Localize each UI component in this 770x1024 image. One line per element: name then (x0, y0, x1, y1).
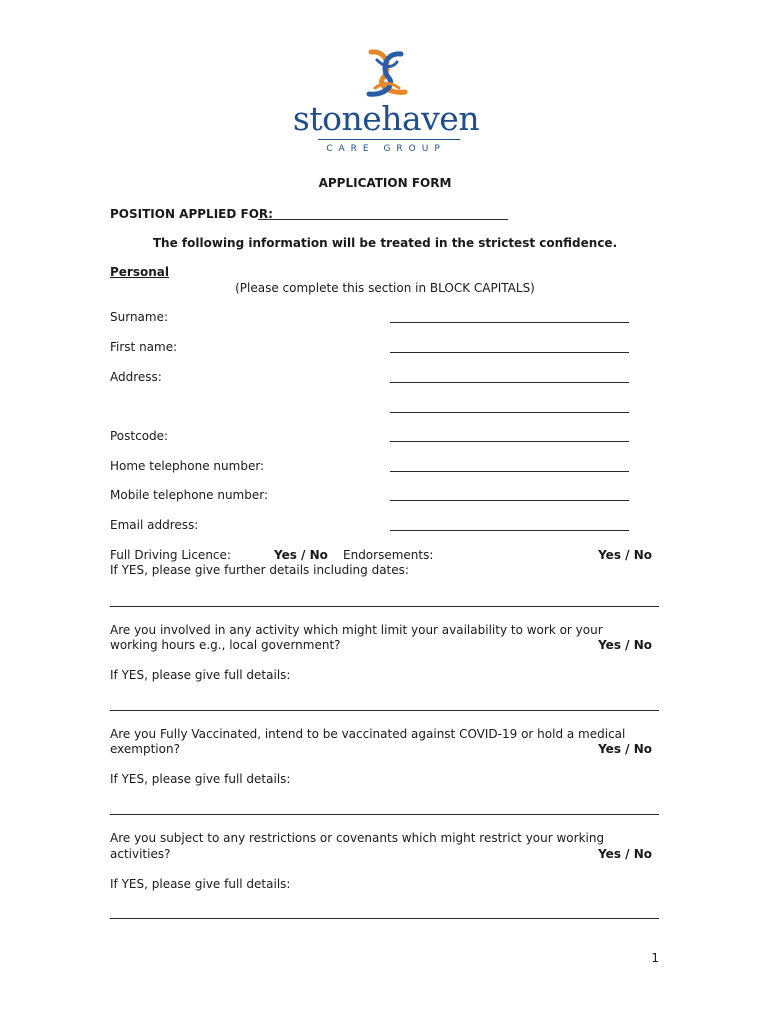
logo-tagline: CARE GROUP (326, 144, 446, 154)
driving-licence-label: Full Driving Licence: (110, 548, 231, 562)
surname-input-line[interactable] (390, 322, 629, 323)
restrictions-yes-no[interactable]: Yes / No (598, 847, 652, 861)
driving-licence-yes-no[interactable]: Yes / No (274, 548, 328, 562)
position-input-line[interactable] (258, 219, 508, 220)
vaccination-yes-no[interactable]: Yes / No (598, 742, 652, 756)
restrictions-details-prompt: If YES, please give full details: (110, 877, 291, 891)
home-phone-input-line[interactable] (390, 471, 629, 472)
availability-question-line1: Are you involved in any activity which might limit your availability to work or your (110, 623, 603, 637)
availability-details-input-line[interactable] (110, 710, 659, 711)
logo-wordmark: stonehaven (292, 99, 480, 138)
vaccination-question-line2: exemption? (110, 742, 180, 756)
email-input-line[interactable] (390, 530, 629, 531)
mobile-phone-label: Mobile telephone number: (110, 488, 269, 502)
restrictions-details-input-line[interactable] (110, 918, 659, 919)
endorsements-label: Endorsements: (343, 548, 434, 562)
vaccination-details-prompt: If YES, please give full details: (110, 772, 291, 786)
email-label: Email address: (110, 518, 199, 532)
endorsements-yes-no[interactable]: Yes / No (598, 548, 652, 562)
company-logo (288, 42, 484, 160)
page-number: 1 (651, 951, 659, 965)
postcode-label: Postcode: (110, 429, 169, 443)
first-name-input-line[interactable] (390, 352, 629, 353)
postcode-input-line[interactable] (390, 441, 629, 442)
availability-yes-no[interactable]: Yes / No (598, 638, 652, 652)
confidential-note: The following information will be treated in the strictest confidence. (152, 236, 618, 250)
logo-divider (318, 139, 460, 140)
block-capitals-instruction: (Please complete this section in BLOCK CAPITALS) (235, 281, 535, 295)
availability-question-line2: working hours e.g., local government? (110, 638, 341, 652)
restrictions-question-line1: Are you subject to any restrictions or covenants which might restrict your working (110, 831, 605, 845)
mobile-phone-input-line[interactable] (390, 500, 629, 501)
form-title: APPLICATION FORM (318, 176, 452, 190)
position-label: POSITION APPLIED FOR: (110, 207, 273, 221)
vaccination-details-input-line[interactable] (110, 814, 659, 815)
section-heading-personal: Personal (110, 265, 169, 279)
logo-mark-icon (361, 48, 413, 102)
address-input-line-1[interactable] (390, 382, 629, 383)
home-phone-label: Home telephone number: (110, 459, 265, 473)
availability-details-prompt: If YES, please give full details: (110, 668, 291, 682)
first-name-label: First name: (110, 340, 178, 354)
vaccination-question-line1: Are you Fully Vaccinated, intend to be vaccinated against COVID-19 or hold a medical (110, 727, 626, 741)
address-label: Address: (110, 370, 162, 384)
address-input-line-2[interactable] (390, 412, 629, 413)
driving-details-prompt: If YES, please give further details including dates: (110, 563, 409, 577)
driving-details-input-line[interactable] (110, 606, 659, 607)
surname-label: Surname: (110, 310, 169, 324)
restrictions-question-line2: activities? (110, 847, 171, 861)
